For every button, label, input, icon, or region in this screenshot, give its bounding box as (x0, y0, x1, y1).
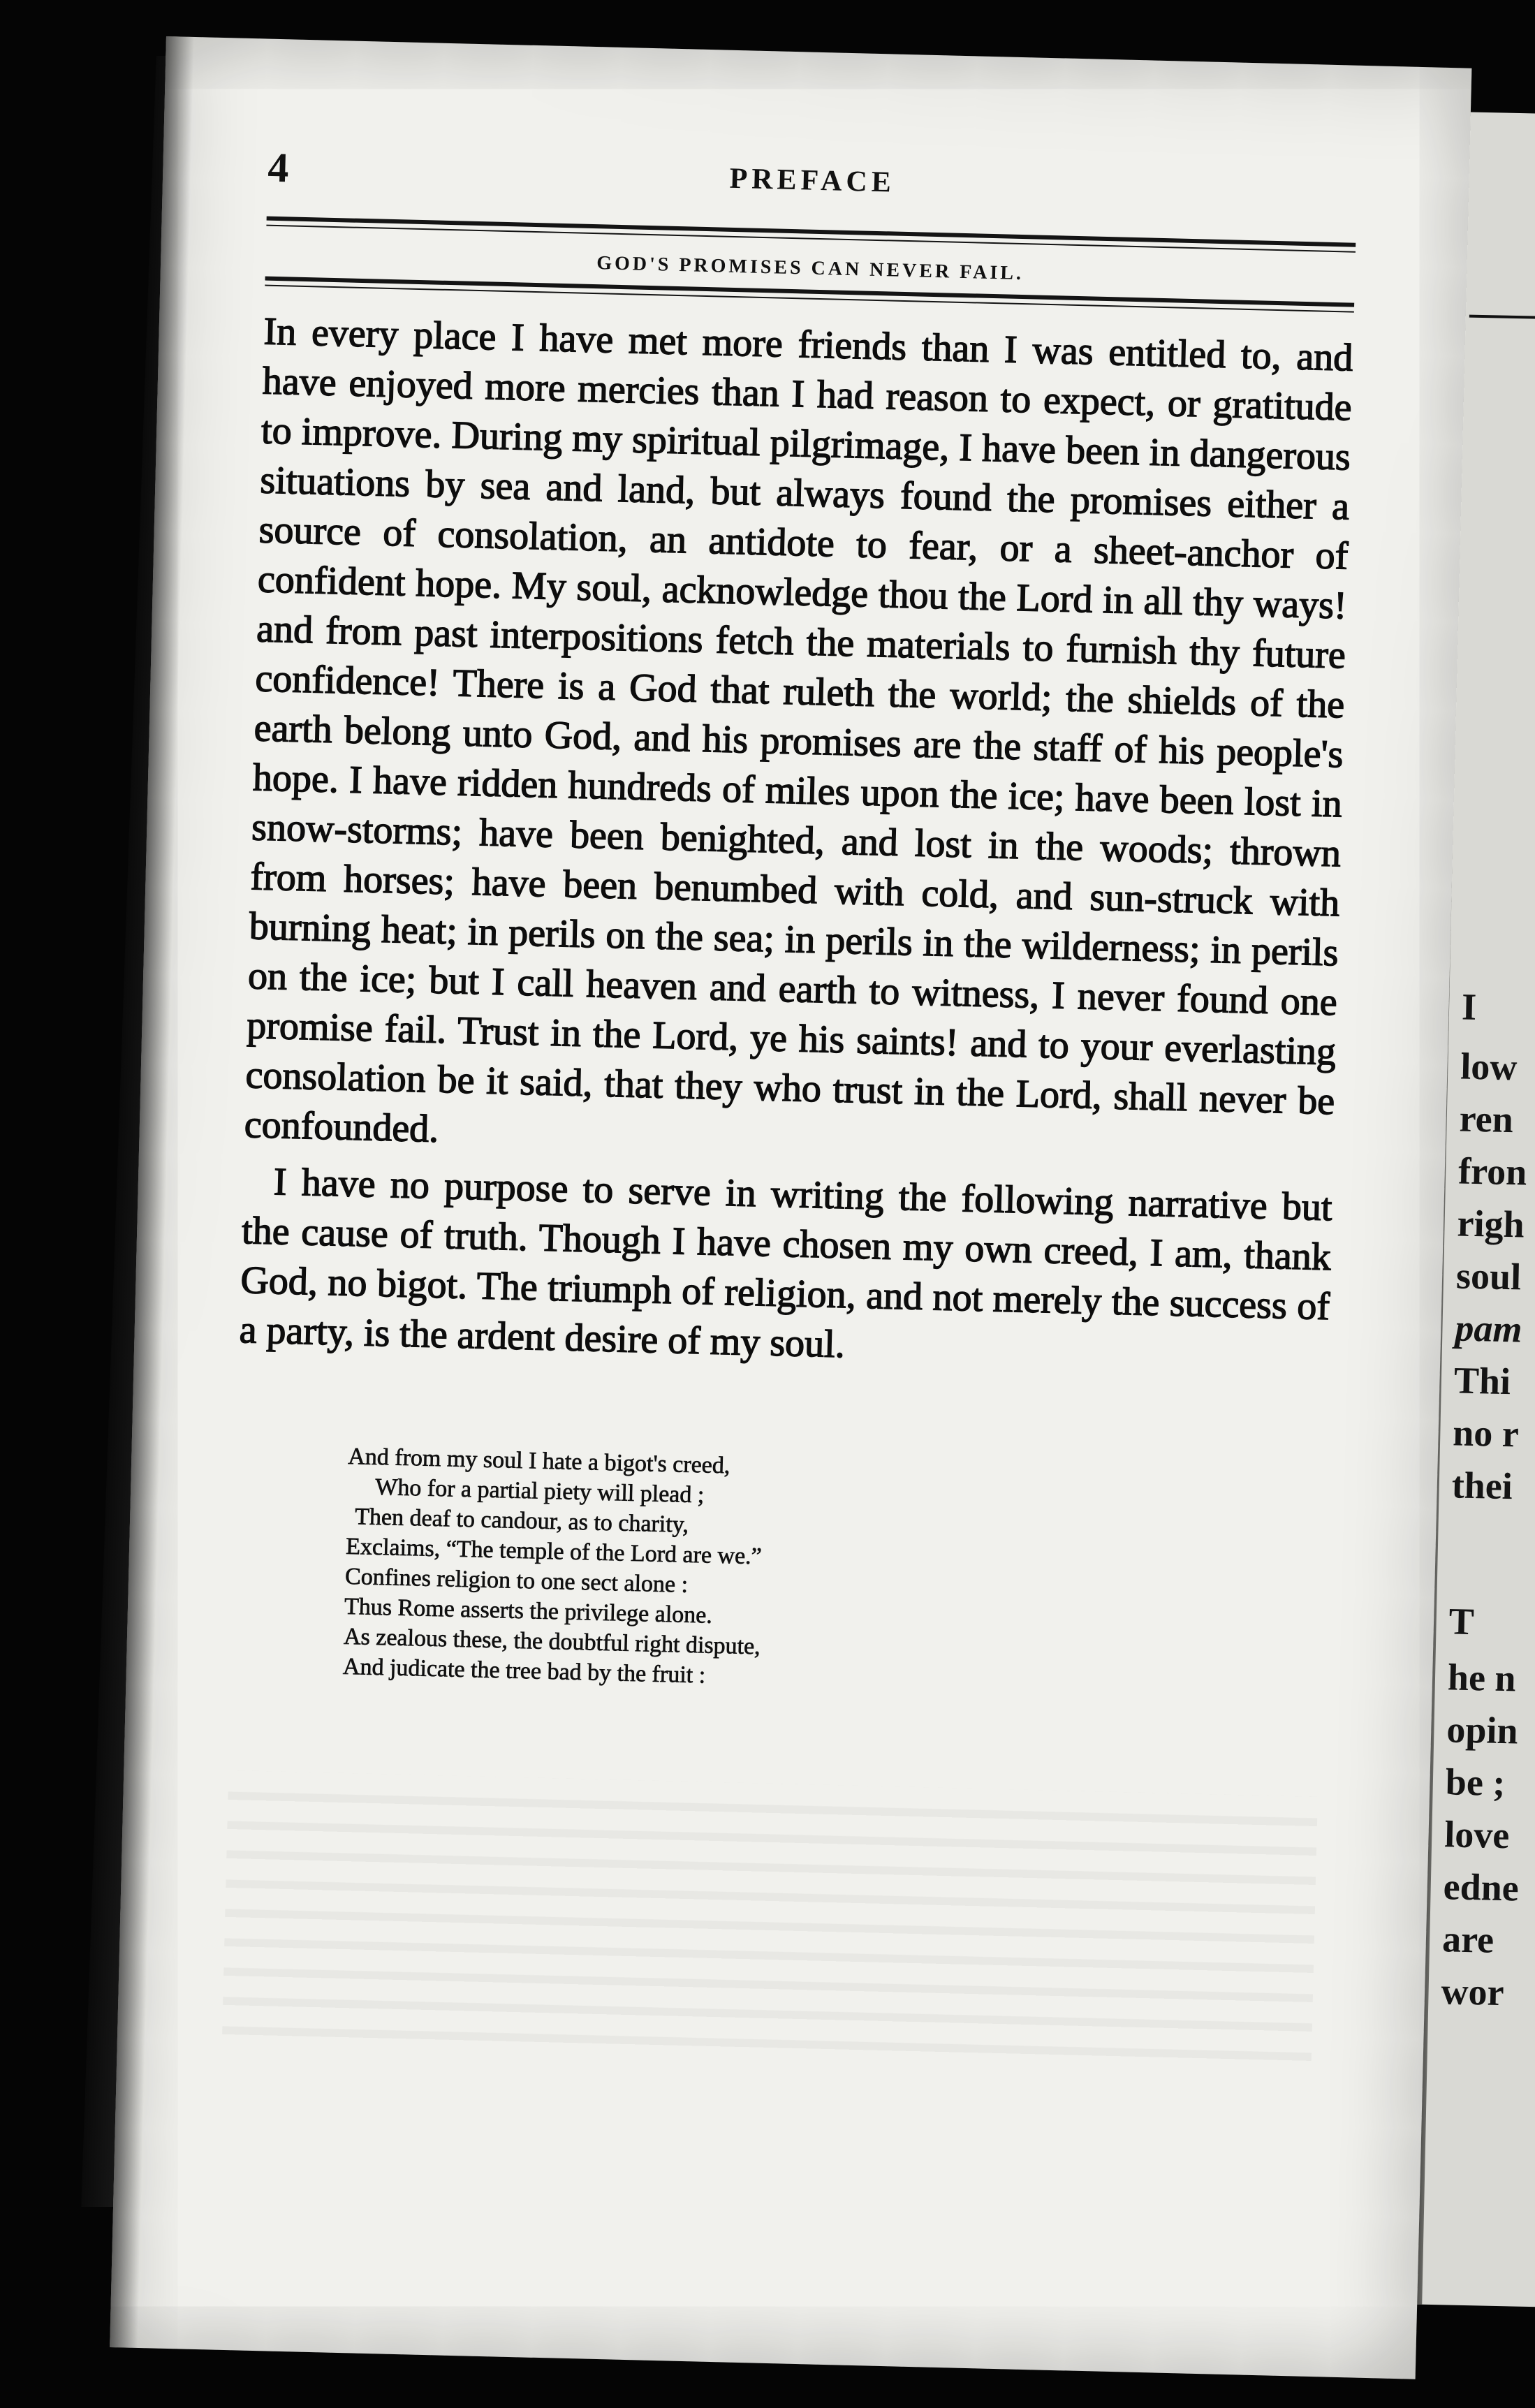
book-page (110, 36, 1471, 2379)
poem-line: And from my soul I hate a bigot's creed, (347, 1443, 730, 1479)
paragraph: I have no purpose to serve in writing the following narrative but the cause of truth. Though I have chosen my own creed, I am, thank God, no bigot. The triumph of religion, and not merely the success of a party, is the ardent desire of my soul. (239, 1160, 1333, 1367)
facing-page-fragment: he n (1447, 1656, 1517, 1700)
facing-page-fragment: righ (1457, 1202, 1525, 1246)
facing-page-fragment: fron (1457, 1150, 1527, 1194)
facing-page-fragment: love (1444, 1813, 1510, 1857)
facing-page-fragment: are (1441, 1918, 1494, 1961)
poem-quotation (343, 1441, 1326, 1705)
poem-line: Confines religion to one sect alone : (344, 1563, 689, 1598)
facing-page-fragment: pam (1454, 1307, 1523, 1351)
facing-page-fragment: T (1448, 1600, 1475, 1643)
body-text (239, 307, 1353, 1382)
facing-page-fragment: soul (1455, 1254, 1522, 1298)
poem-line: Thus Rome asserts the privilege alone. (344, 1593, 713, 1629)
poem-line: And judicate the tree bad by the fruit : (342, 1653, 706, 1689)
facing-page-fragment: wor (1441, 1970, 1505, 2014)
poem-line: Who for a partial piety will plead ; (374, 1474, 705, 1508)
facing-page-fragment: be ; (1445, 1761, 1506, 1805)
facing-page-fragment: opin (1446, 1708, 1519, 1752)
paragraph: In every place I have met more friends than I was entitled to, and have enjoyed more mercies than I had reason to expect, or gratitude to improve. During my spiritual pilgrimage, I have been in dangerous situations by sea and land, but always found the promises either a source of consolation, an antidote to fear, or a sheet-anchor of confident hope. My soul, acknowledge thou the Lord in all thy ways! and from past interpositions fetch the materials to furnish thy future confidence! There is a God that ruleth the world; the shields of the earth belong unto God, and his promises are the staff of his people's hope. I have ridden hundreds of miles upon the ice; have been lost in snow-storms; have been benighted, and lost in the woods; thrown from horses; have been benumbed with cold, and sun-struck with burning heat; in perils on the sea; in perils in the wilderness; in perils on the ice; but I call heaven and earth to witness, I never found one promise fail. Trust in the Lord, ye his saints! and to your everlasting consolation be it said, that they who trust in the Lord, shall never be confounded. (244, 309, 1354, 1151)
facing-page-fragment: thei (1451, 1464, 1513, 1508)
running-head-title: PREFACE (729, 162, 896, 199)
facing-page-fragment: edne (1443, 1865, 1520, 1909)
show-through-texture (222, 1770, 1318, 2062)
poem-line: Then deaf to candour, as to charity, (354, 1504, 689, 1538)
facing-page-fragment: low (1460, 1045, 1518, 1089)
facing-page-fragment: ren (1459, 1097, 1514, 1141)
page-content (231, 144, 1358, 1705)
facing-page-fragment: Thi (1453, 1359, 1511, 1403)
page-motto: GOD'S PROMISES CAN NEVER FAIL. (596, 252, 1024, 285)
facing-page-fragment: no r (1452, 1411, 1520, 1455)
page-number: 4 (267, 144, 290, 191)
facing-page-fragment: I (1461, 985, 1477, 1028)
poem-line: As zealous these, the doubtful right dispute, (343, 1623, 761, 1660)
poem-line: Exclaims, “The temple of the Lord are we.” (345, 1533, 763, 1570)
facing-page-rule (1469, 315, 1535, 321)
